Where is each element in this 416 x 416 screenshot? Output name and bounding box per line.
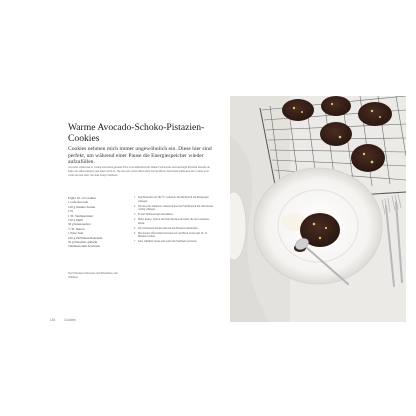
ingredient-item: ½ TL Natron (68, 226, 85, 231)
step-text: Die Schokolade hacken und mit den Pistazien unterheben. (138, 226, 199, 230)
cookie (351, 144, 385, 172)
step-text: Mehl, Kakao, Natron und Salz mischen und unter die Avocadomasse heben. (138, 218, 210, 225)
ingredient-item: 30 g Kakaopulver (68, 222, 91, 227)
cookie (321, 96, 351, 116)
step-number: 5 (134, 226, 136, 230)
method-step (134, 240, 214, 244)
step-text: Mit einem Löffel kleine Portionen auf das Blech setzen und 10–12 Minuten backen. (138, 231, 208, 239)
ingredient-item: 50 g Pistazien, gehackt (68, 240, 98, 245)
text-page (48, 96, 214, 326)
method-step (134, 196, 214, 203)
step-number: 3 (134, 213, 136, 217)
ingredient-item: 1 TL Vanilleextrakt (68, 213, 93, 218)
method-step (134, 205, 214, 212)
method-step (134, 232, 214, 239)
cookie (320, 122, 352, 146)
food-photo (230, 96, 406, 322)
page-footer (50, 318, 84, 322)
step-text: Ei und Vanilleextrakt unterrühren. (138, 213, 174, 217)
step-number: 4 (134, 218, 136, 222)
ingredient-note: Statt Pistazien schmecken auch Haselnüsse oder Walnüsse. (68, 272, 119, 279)
step-text: Den Backofen auf 180 °C vorheizen. Ein Backblech mit Backpapier auslegen. (138, 196, 209, 203)
ingredient-item: 1 Ei (68, 209, 74, 214)
recipe-intro: Cookies nehmen mich immer ungewöhnlich ein. Diese hier sind perfekt, um während einer Pause die Energiespeicher wieder aufzufüllen. (68, 146, 212, 166)
method-step (134, 227, 214, 231)
cookie (358, 102, 392, 126)
step-text: Kurz abkühlen lassen und warm mit Vanilleeis servieren. (138, 240, 198, 244)
ingredient-item: 120 g brauner Zucker (68, 204, 96, 209)
food-photo-illustration (230, 96, 406, 322)
step-number: 7 (134, 240, 136, 244)
method-step (134, 213, 214, 217)
recipe-body: Avocados schmecken so cremig und liefern gesunde Fette. In Kombination mit dunkler Schokolade und knackigen Pistazien entsteht ein Keks, der außen knusprig und innen weich ist. Die Avocado ersetzt dabei einen Teil der Butter. Am besten schmecken die Cookies noch warm aus dem Ofen, mit einer Kugel Vanilleeis. (68, 166, 210, 177)
method-steps (134, 196, 214, 245)
ingredient-item: Ergibt 10–12 Cookies (68, 196, 96, 200)
ingredient-item: 1 reife Avocado (68, 200, 89, 205)
step-number: 6 (134, 231, 136, 235)
ingredient-item: Vanilleeis zum Servieren (68, 244, 100, 249)
step-number: 2 (134, 204, 136, 208)
step-text: Die Avocado halbieren, entkernen und das Fruchtfleisch mit dem Zucker cremig schlagen. (138, 204, 214, 212)
step-number: 1 (134, 196, 136, 199)
recipe-title: Warme Avocado-Schoko-Pistazien-Cookies (68, 122, 205, 144)
ingredient-list (68, 196, 128, 249)
cookie (282, 99, 314, 121)
page-number: 144 (50, 318, 56, 322)
ingredient-item: 150 g Mehl (68, 218, 83, 223)
ingredient-item: 1 Prise Salz (68, 231, 84, 236)
section-name: Cookies (64, 318, 76, 322)
method-step (134, 218, 214, 225)
ingredient-item: 100 g Zartbitterschokolade (68, 235, 103, 240)
